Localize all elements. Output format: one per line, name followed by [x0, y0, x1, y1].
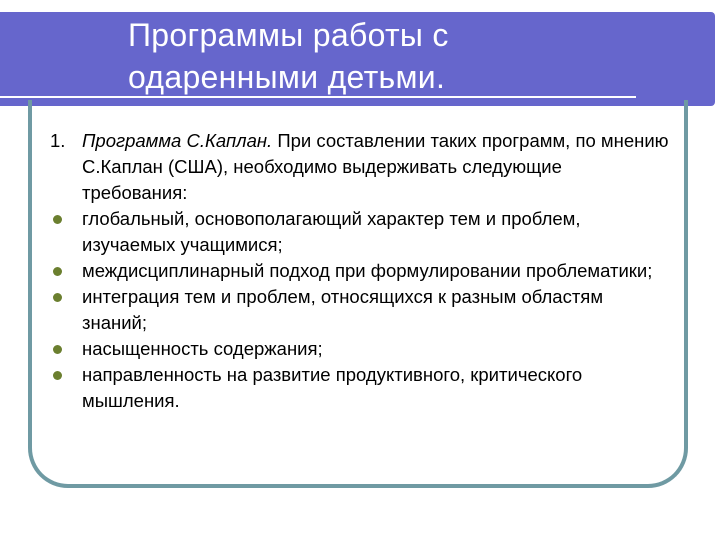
list-item: [50, 336, 670, 362]
slide-title-line1: Программы работы с: [128, 17, 449, 53]
bullet-icon: [53, 215, 62, 224]
intro-text: При составлении таких программ, по мнению С.Каплан (США), необходимо выдерживать следующие требования:: [82, 130, 669, 203]
slide-content: [50, 128, 670, 414]
bullet-icon: [53, 345, 62, 354]
list-item: [50, 362, 670, 414]
list-item-text: междисциплинарный подход при формулировании проблематики;: [82, 260, 653, 281]
bullet-icon: [53, 267, 62, 276]
list-item: [50, 258, 670, 284]
intro-paragraph: [50, 128, 670, 206]
list-item-text: направленность на развитие продуктивного, критического мышления.: [82, 364, 583, 411]
bullet-icon: [53, 371, 62, 380]
list-item-text: интеграция тем и проблем, относящихся к разным областям знаний;: [82, 286, 604, 333]
list-item-text: насыщенность содержания;: [82, 338, 323, 359]
program-name: Программа С.Каплан.: [82, 130, 273, 151]
bullet-icon: [53, 293, 62, 302]
list-item: [50, 284, 670, 336]
requirements-list: [50, 206, 670, 414]
list-item: [50, 206, 670, 258]
slide-title: [128, 14, 648, 98]
list-item-text: глобальный, основополагающий характер тем и проблем, изучаемых учащимися;: [82, 208, 581, 255]
intro-number: 1.: [50, 130, 66, 151]
slide-title-line2: одаренными детьми.: [128, 59, 446, 95]
